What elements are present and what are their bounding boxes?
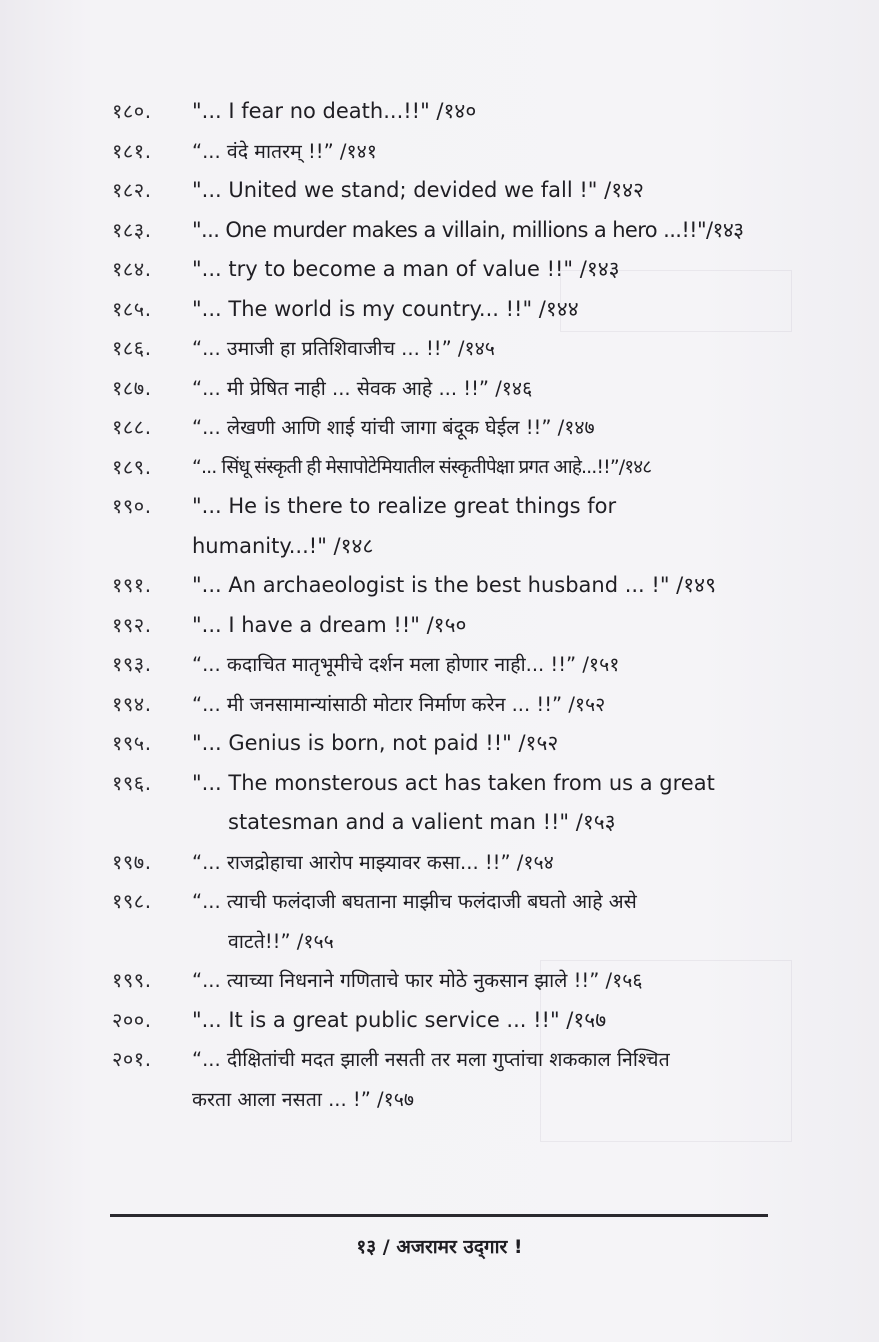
quote-entry [112,92,812,132]
entry-quote [192,132,812,172]
quote-line: "... United we stand; devided we fall !" /१४२ [192,178,644,202]
entry-quote [192,369,812,409]
entry-quote [192,448,812,488]
quote-line-continued: humanity...!" /१४८ [192,533,374,558]
entry-quote [192,1001,812,1041]
entry-number: १८९. [112,454,152,479]
quote-entry [112,448,812,488]
entry-quote [192,843,812,883]
quote-entry [112,487,812,566]
quote-line-continued: करता आला नसता ... !” /१५७ [192,1087,414,1111]
quote-entry [112,211,812,251]
quote-line: "... He is there to realize great things for [192,494,617,518]
entry-number: १९३. [112,652,152,676]
entry-quote [192,724,812,764]
entry-number: १९४. [112,691,152,716]
entry-number: १९१. [112,573,152,597]
entry-number: २०१. [112,1047,152,1071]
entry-number: १९५. [112,731,152,755]
entry-quote [192,882,812,961]
entry-number: १८०. [112,99,152,123]
entry-number: १८६. [112,336,152,360]
quote-line: “... वंदे मातरम् !!” /१४१ [192,139,377,163]
quote-entry [112,369,812,409]
entry-quote [192,92,812,132]
quote-line: "... I have a dream !!" /१५० [192,612,467,637]
entry-number: २००. [112,1007,152,1032]
quote-entry [112,132,812,172]
entry-quote [192,329,812,369]
entry-quote [192,961,812,1001]
quote-entry [112,1001,812,1041]
entry-quote [192,764,812,843]
quote-line: “... उमाजी हा प्रतिशिवाजीच ... !!” /१४५ [192,337,495,360]
entry-quote [192,487,812,566]
quote-line: “... मी प्रेषित नाही ... सेवक आहे ... !!” /१४६ [192,376,533,400]
entry-quote [192,211,812,251]
quote-line-continued: वाटते!!” /१५५ [228,929,334,953]
entry-quote [192,408,812,448]
entry-quote [192,250,812,290]
entry-quote [192,606,812,646]
entry-number: १९०. [112,494,152,518]
quote-entry [112,171,812,211]
quote-line: "... One murder makes a villain, millions a hero ...!!"/१४३ [192,217,744,242]
quote-entry [112,566,812,606]
quote-entry [112,1040,812,1119]
quote-entry [112,724,812,764]
quote-entry [112,408,812,448]
footer-rule [110,1214,768,1217]
quote-line: "... The monsterous act has taken from us a great [192,770,715,795]
entry-number: १९६. [112,770,152,795]
entry-number: १९८. [112,889,152,913]
quote-entry [112,290,812,330]
entry-number: १८७. [112,375,152,400]
quote-entry [112,250,812,290]
quote-entry [112,961,812,1001]
entry-number: १९९. [112,968,152,992]
quote-entry [112,843,812,883]
quote-line: “... त्याची फलंदाजी बघताना माझीच फलंदाजी बघतो आहे असे [192,890,637,913]
quote-entry [112,645,812,685]
entry-number: १८४. [112,257,152,281]
quote-line: "... The world is my country... !!" /१४४ [192,296,579,321]
quote-line: "... I fear no death...!!" /१४० [192,99,477,123]
quote-line: "... It is a great public service ... !!" /१५७ [192,1007,607,1032]
entry-quote [192,171,812,211]
entry-quote [192,566,812,606]
entry-quote [192,645,812,685]
entry-number: १८५. [112,296,152,321]
quote-entry [112,685,812,725]
quote-line: “... कदाचित मातृभूमीचे दर्शन मला होणार नाही... !!” /१५१ [192,653,620,676]
quote-line: “... सिंधू संस्कृती ही मेसापोटेमियातील संस्कृतीपेक्षा प्रगत आहे...!!”/१४८ [192,455,652,478]
entry-number: १८२. [112,178,152,202]
entry-number: १९७. [112,849,152,874]
quote-line: “... राजद्रोहाचा आरोप माझ्यावर कसा... !!” /१५४ [192,850,554,874]
quote-line: "... try to become a man of value !!" /१४३ [192,257,620,281]
quote-entry [112,329,812,369]
quote-line: "... Genius is born, not paid !!" /१५२ [192,731,559,755]
page-footer: १३ / अजरामर उद्‌गार ! [356,1236,523,1258]
quote-line: “... त्याच्या निधनाने गणिताचे फार मोठे नुकसान झाले !!” /१५६ [192,969,643,992]
entry-number: १८८. [112,415,152,439]
entry-quote [192,685,812,725]
quote-entry [112,606,812,646]
entry-number: १८१. [112,138,152,163]
quote-line: “... मी जनसामान्यांसाठी मोटार निर्माण करेन ... !!” /१५२ [192,692,606,716]
quote-line: “... लेखणी आणि शाई यांची जागा बंदूक घेईल !!” /१४७ [192,416,595,439]
entry-number: १९२. [112,612,152,637]
quote-entry [112,764,812,843]
entry-number: १८३. [112,217,152,242]
entry-quote [192,290,812,330]
quote-line: “... दीक्षितांची मदत झाली नसती तर मला गुप्तांचा शककाल निश्चित [192,1048,670,1071]
quote-entry [112,882,812,961]
quote-list [112,92,812,1119]
quote-line: "... An archaeologist is the best husband ... !" /१४९ [192,573,716,597]
quote-line-continued: statesman and a valient man !!" /१५३ [228,810,616,834]
entry-quote [192,1040,812,1119]
